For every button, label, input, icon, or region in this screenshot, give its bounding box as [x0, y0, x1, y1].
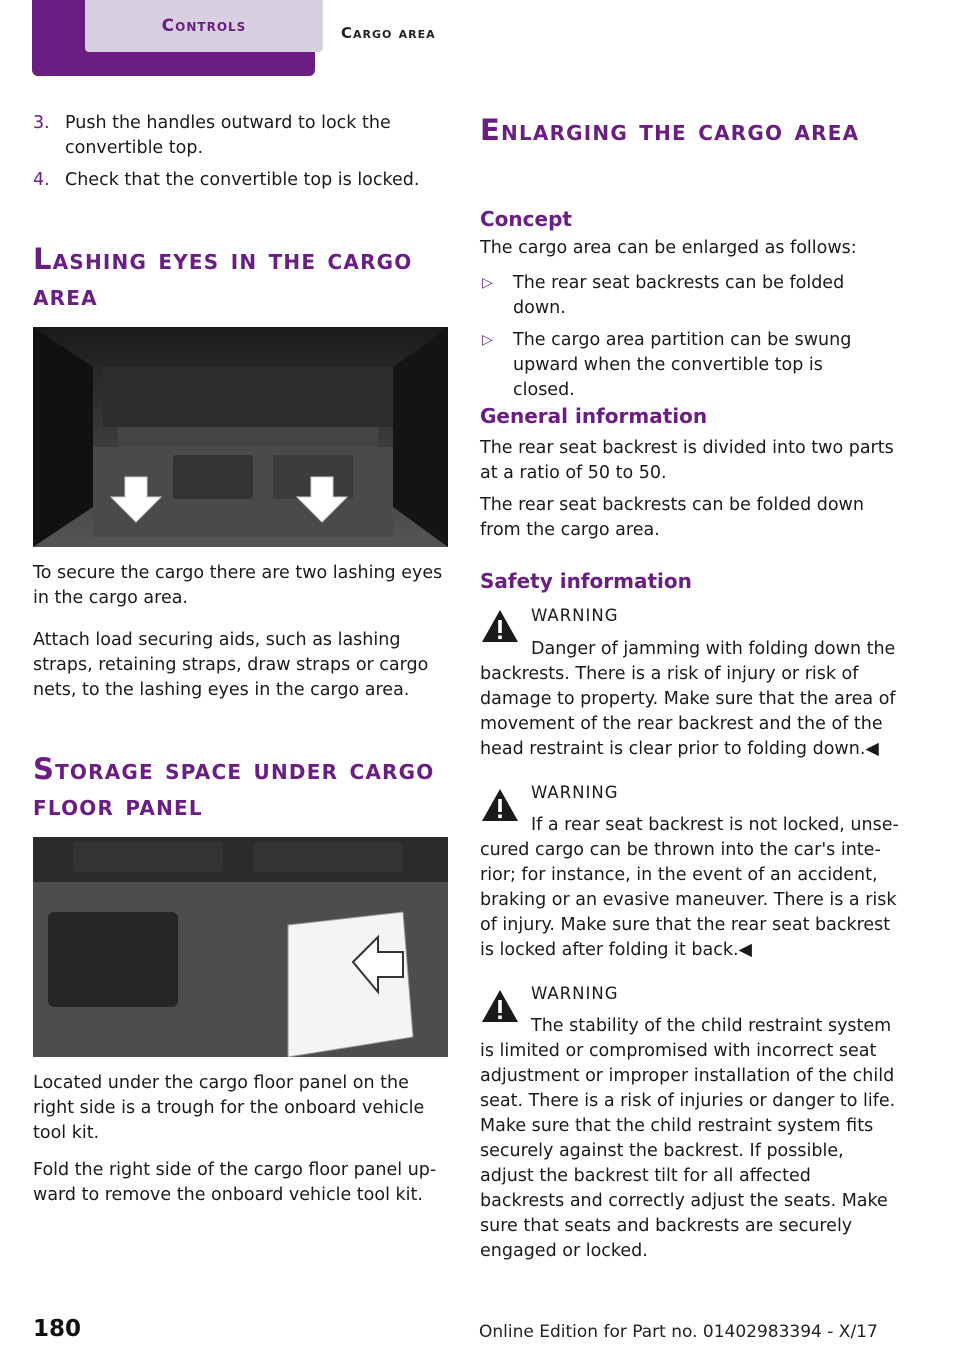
- chapter-tab[interactable]: [32, 0, 315, 76]
- section-title: Cargo area: [341, 24, 436, 42]
- list-item-text: The cargo area partition can be swung upward when the convertible top is closed.: [513, 330, 852, 400]
- warning-title: WARNING: [531, 783, 619, 802]
- warning-title: WARNING: [531, 606, 619, 625]
- photo-storage-space: [33, 837, 448, 1057]
- heading-lashing-eyes: Lashing eyes in the cargo area: [33, 242, 413, 312]
- heading-storage-space: Storage space under cargo floor panel: [33, 752, 435, 822]
- heading-concept: Concept: [480, 207, 572, 231]
- step-number: 4.: [33, 170, 50, 190]
- photo-lashing-eyes: [33, 327, 448, 547]
- list-item: [480, 328, 900, 403]
- paragraph: Fold the right side of the cargo floor panel upward to remove the onboard vehicle tool kit.: [33, 1160, 437, 1205]
- warning-text: The stability of the child restraint system is limited or compromised with incorrect seat adjustment or improper installation of the child seat. There is a risk of injuries or danger to life. Make sure that the child restraint system fits securely against the backrest. If possible, adjust the backrest tilt for all affected backrests and correctly adjust the seats. Make sure that seats and backrests are securely engaged or locked.: [480, 1016, 896, 1261]
- heading-enlarging-cargo: Enlarging the cargo area: [480, 113, 860, 147]
- list-item: [480, 271, 900, 321]
- paragraph: The cargo area can be enlarged as follows:: [480, 238, 857, 258]
- paragraph: To secure the cargo there are two lashing eyes in the cargo area.: [33, 563, 443, 608]
- heading-safety-information: Safety information: [480, 569, 692, 593]
- list-item-text: The rear seat backrests can be folded down.: [513, 273, 845, 318]
- chapter-tab-label: Controls: [161, 16, 247, 36]
- paragraph: The rear seat backrests can be folded down from the cargo area.: [480, 495, 864, 540]
- triangle-bullet-icon: ▷: [482, 332, 493, 348]
- paragraph: The rear seat backrest is divided into two parts at a ratio of 50 to 50.: [480, 438, 894, 483]
- warning-text: Danger of jamming with folding down the backrests. There is a risk of injury or risk of damage to property. Make sure that the area of movement of the rear backrest and the of the head restraint is clear prior to folding down.◀: [480, 639, 896, 759]
- floor-panel-photo-drawing: [33, 837, 448, 1057]
- paragraph: Attach load securing aids, such as lashing straps, retaining straps, draw straps or cargo nets, to the lashing eyes in the cargo area.: [33, 630, 429, 700]
- warning-title: WARNING: [531, 984, 619, 1003]
- edition-footer: Online Edition for Part no. 01402983394 - X/17: [479, 1322, 878, 1342]
- step-4: [33, 168, 448, 193]
- cargo-area-photo-drawing: [33, 327, 448, 547]
- step-text: Check that the convertible top is locked.: [65, 170, 420, 190]
- triangle-bullet-icon: ▷: [482, 275, 493, 291]
- chapter-tab-inner: [85, 0, 323, 52]
- warning-text: If a rear seat backrest is not locked, unsecured cargo can be thrown into the car's interior; for instance, in the event of an accident, braking or an evasive maneuver. There is a risk of injury. Make sure that the rear seat backrest is locked after folding it back.◀: [480, 815, 899, 960]
- step-text: Push the handles outward to lock the convertible top.: [65, 113, 391, 158]
- page-number: 180: [33, 1316, 82, 1342]
- step-3: [33, 111, 448, 161]
- paragraph: Located under the cargo floor panel on the right side is a trough for the onboard vehicle tool kit.: [33, 1073, 425, 1143]
- step-number: 3.: [33, 113, 50, 133]
- heading-general-information: General information: [480, 404, 708, 428]
